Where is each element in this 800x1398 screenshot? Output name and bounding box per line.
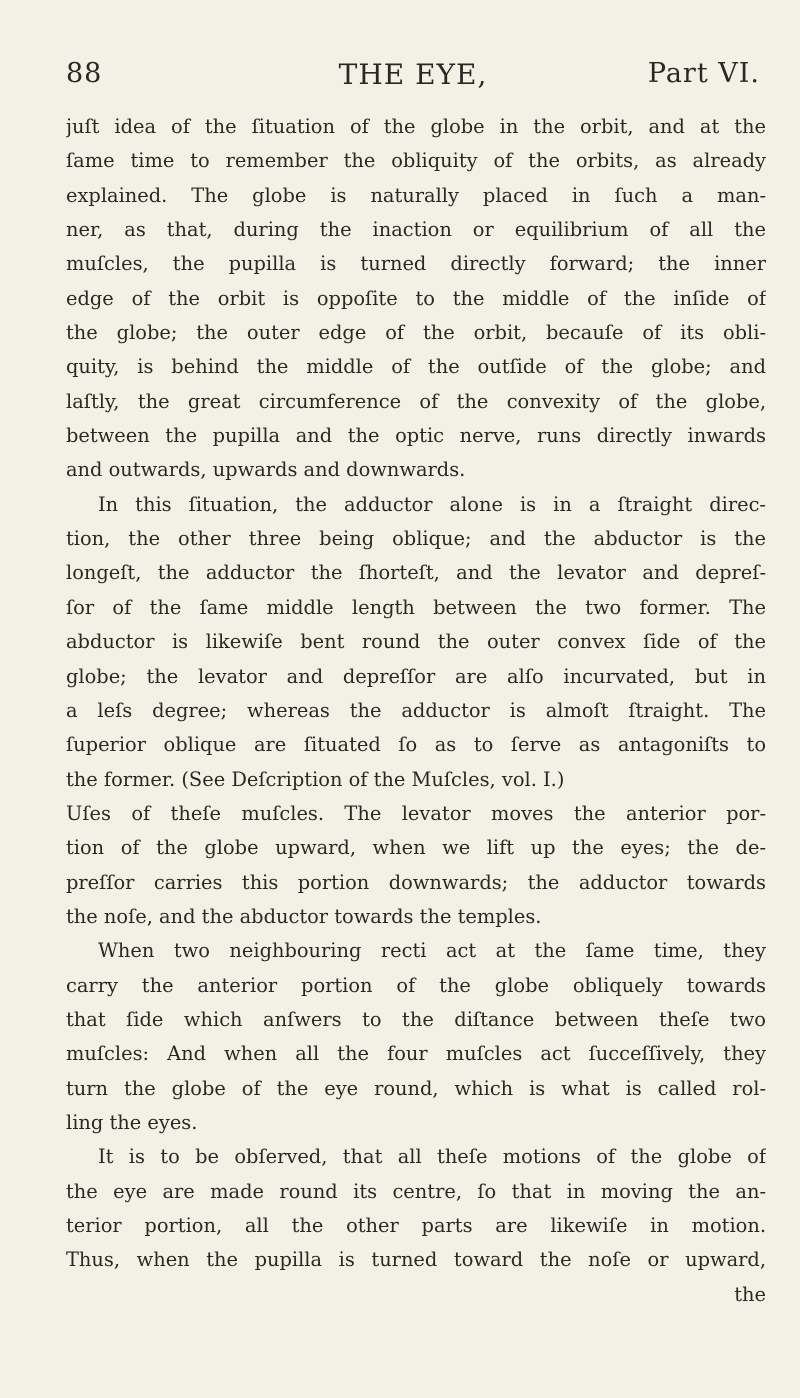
text-line: abductor is likewiſe bent round the outer convex ſide of the	[66, 630, 766, 654]
text-line: ſame time to remember the obliquity of the orbits, as already	[66, 149, 766, 173]
text-line: ſor of the ſame middle length between the two former. The	[66, 595, 766, 619]
text-line: and outwards, upwards and downwards.	[66, 458, 466, 482]
text-line: the	[734, 1282, 766, 1306]
text-line: terior portion, all the other parts are likewiſe in motion.	[66, 1214, 766, 1237]
text-line: the globe; the outer edge of the orbit, becauſe of its obli-	[66, 321, 766, 345]
text-line: preſſor carries this portion downwards; the adductor towards	[66, 870, 766, 894]
body-text	[66, 110, 766, 1312]
text-line: ſuperior oblique are ſituated ſo as to ſerve as antagoniſts to	[66, 733, 766, 757]
part-label: Part VI.	[647, 58, 760, 89]
running-header	[66, 58, 760, 98]
text-line: In this ſituation, the adductor alone is in a ſtraight direc-	[98, 492, 766, 516]
text-line: the former. (See Deſcription of the Muſcles, vol. I.)	[66, 767, 565, 791]
text-line: juſt idea of the ſituation of the globe in the orbit, and at the	[66, 115, 766, 138]
text-line: between the pupilla and the optic nerve, runs directly inwards	[66, 424, 766, 448]
text-line: tion of the globe upward, when we lift up the eyes; the de-	[66, 836, 766, 860]
text-line: turn the globe of the eye round, which is what is called rol-	[66, 1076, 766, 1100]
text-line: that ſide which anſwers to the diſtance between theſe two	[66, 1007, 766, 1031]
text-line: quity, is behind the middle of the outſide of the globe; and	[66, 355, 766, 379]
text-line: explained. The globe is naturally placed in ſuch a man-	[66, 183, 766, 207]
text-line: It is to be obſerved, that all theſe motions of the globe of	[98, 1145, 766, 1169]
text-line: tion, the other three being oblique; and the abductor is the	[66, 527, 766, 551]
text-line: the eye are made round its centre, ſo that in moving the an-	[66, 1179, 766, 1203]
text-line: ner, as that, during the inaction or equilibrium of all the	[66, 218, 766, 242]
text-line: the noſe, and the abductor towards the temples.	[66, 904, 542, 928]
text-line: muſcles: And when all the four muſcles act ſucceſſively, they	[66, 1042, 766, 1066]
text-line: a leſs degree; whereas the adductor is almoſt ſtraight. The	[66, 698, 766, 722]
running-title: THE EYE,	[338, 58, 488, 91]
text-line: longeſt, the adductor the ſhorteſt, and the levator and depreſ-	[66, 561, 766, 585]
text-line: edge of the orbit is oppoſite to the middle of the inſide of	[66, 286, 766, 310]
text-line: Thus, when the pupilla is turned toward the noſe or upward,	[66, 1248, 766, 1272]
text-line: laſtly, the great circumference of the convexity of the globe,	[66, 389, 766, 413]
page-number: 88	[66, 58, 103, 89]
text-line: Uſes of theſe muſcles. The levator moves the anterior por-	[66, 801, 766, 825]
text-line: When two neighbouring recti act at the ſame time, they	[98, 939, 766, 963]
text-line: globe; the levator and depreſſor are alſo incurvated, but in	[66, 664, 766, 688]
text-line: muſcles, the pupilla is turned directly forward; the inner	[66, 252, 766, 276]
text-line: ling the eyes.	[66, 1110, 198, 1134]
text-line: carry the anterior portion of the globe obliquely towards	[66, 973, 766, 997]
